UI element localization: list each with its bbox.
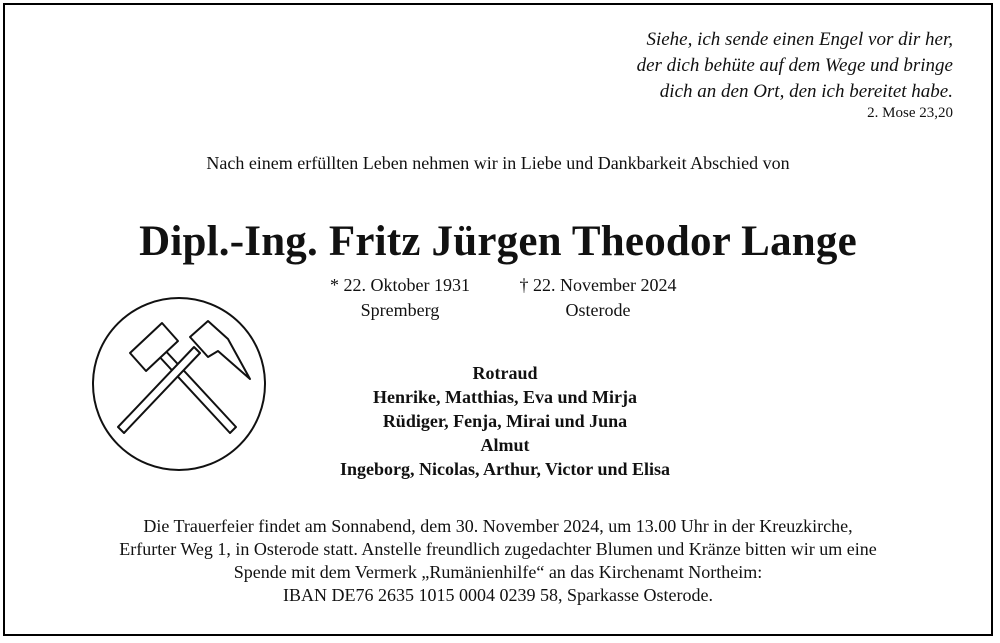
verse-line: Siehe, ich sende einen Engel vor dir her, (646, 29, 953, 50)
mourner-line: Henrike, Matthias, Eva und Mirja (373, 387, 637, 407)
notice-line: IBAN DE76 2635 1015 0004 0239 58, Sparkasse Osterode. (283, 585, 713, 605)
verse-line: der dich behüte auf dem Wege und bringe (636, 55, 953, 76)
bible-verse (637, 27, 953, 105)
birth-date: * 22. Oktober 1931 (330, 275, 470, 295)
death-date: † 22. November 2024 (519, 275, 677, 295)
notice-line: Spende mit dem Vermerk „Rumänienhilfe“ an das Kirchenamt Northeim: (233, 562, 763, 582)
verse-reference: 2. Mose 23,20 (867, 105, 953, 121)
mourner-line: Ingeborg, Nicolas, Arthur, Victor und Elisa (339, 459, 671, 479)
mourner-line: Rüdiger, Fenja, Mirai und Juna (382, 411, 628, 431)
birth-place: Spremberg (360, 300, 440, 320)
death-info (503, 273, 693, 323)
deceased-name: Dipl.-Ing. Fritz Jürgen Theodor Lange (139, 218, 857, 265)
mourners-list (305, 361, 705, 481)
notice-line: Erfurter Weg 1, in Osterode statt. Anstelle freundlich zugedachter Blumen und Kränze bitten wir um eine (119, 539, 877, 559)
mourner-line: Almut (480, 435, 530, 455)
mourner-line: Rotraud (472, 363, 538, 383)
hammer-and-pick-emblem-icon (90, 295, 268, 473)
obituary-frame (3, 3, 993, 636)
birth-info (305, 273, 495, 323)
funeral-notice (5, 515, 991, 607)
verse-line: dich an den Ort, den ich bereitet habe. (659, 81, 953, 102)
intro-text: Nach einem erfüllten Leben nehmen wir in Liebe und Dankbarkeit Abschied von (206, 153, 790, 173)
notice-line: Die Trauerfeier findet am Sonnabend, dem 30. November 2024, um 13.00 Uhr in der Kreuzkirche, (143, 516, 853, 536)
death-place: Osterode (565, 300, 631, 320)
